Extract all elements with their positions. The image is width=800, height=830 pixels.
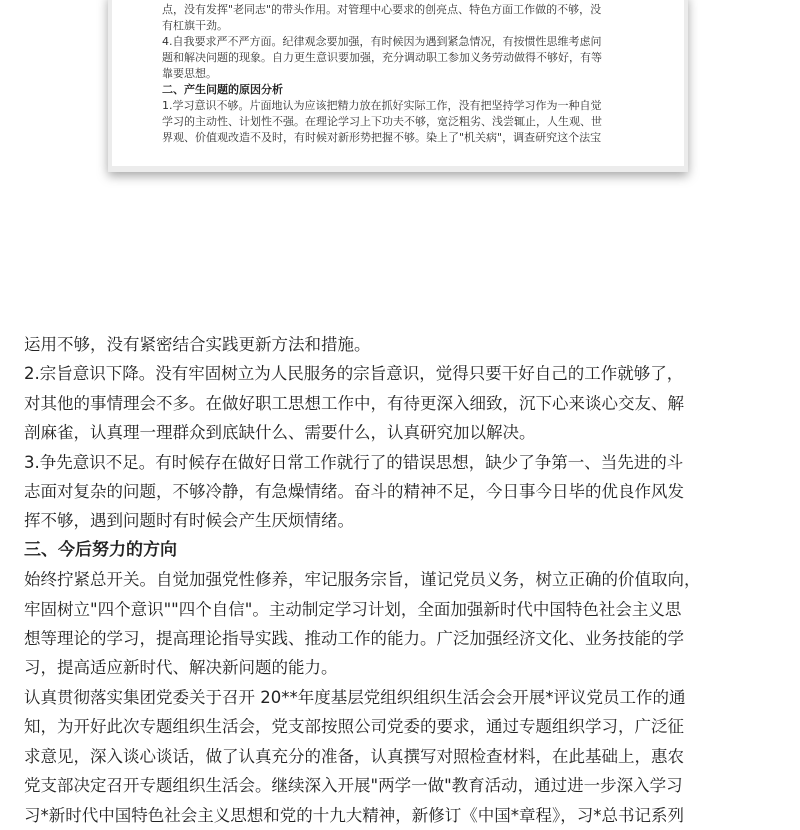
body-line: 想等理论的学习，提高理论指导实践、推动工作的能力。广泛加强经济文化、业务技能的学	[24, 629, 684, 649]
thumbnail-line: 点，没有发挥"老同志"的带头作用。对管理中心要求的创亮点、特色方面工作做的不够，没	[162, 3, 602, 16]
body-line: 求意见，深入谈心谈话，做了认真充分的准备，认真撰写对照检查材料，在此基础上，惠农	[24, 746, 684, 766]
thumbnail-line: 题和解决问题的现象。自力更生意识要加强，充分调动职工参加义务劳动做得不够好，有等	[162, 51, 602, 64]
section-heading: 三、今后努力的方向	[24, 539, 177, 560]
body-line: 始终拧紧总开关。自觉加强党性修养，牢记服务宗旨，谨记党员义务，树立正确的价值取向，	[24, 570, 701, 590]
body-line: 运用不够，没有紧密结合实践更新方法和措施。	[24, 335, 371, 354]
body-line: 剖麻雀，认真理一理群众到底缺什么、需要什么，认真研究加以解决。	[24, 423, 536, 443]
body-line: 挥不够，遇到问题时有时候会产生厌烦情绪。	[24, 511, 354, 531]
body-line: 牢固树立"四个意识""四个自信"。主动制定学习计划，全面加强新时代中国特色社会主义思	[24, 599, 682, 619]
document-thumbnail	[112, 0, 684, 166]
body-line: 3.争先意识不足。有时候存在做好日常工作就行了的错误思想，缺少了争第一、当先进的斗	[24, 452, 684, 472]
thumbnail-line: 界观、价值观改造不及时，有时候对新形势把握不够。染上了"机关病"，调查研究这个法宝	[162, 131, 602, 144]
body-line: 对其他的事情理会不多。在做好职工思想工作中，有待更深入细致，沉下心来谈心交友、解	[24, 393, 684, 413]
thumbnail-line: 1.学习意识不够。片面地认为应该把精力放在抓好实际工作，没有把坚持学习作为一种自觉	[162, 99, 602, 112]
thumbnail-line: 4.自我要求严不严方面。纪律观念要加强，有时候因为遇到紧急情况，有按惯性思维考虑问	[162, 35, 602, 48]
body-line: 志面对复杂的问题，不够冷静，有急燥情绪。奋斗的精神不足，今日事今日毕的优良作风发	[24, 482, 684, 502]
thumbnail-text	[162, 0, 642, 146]
thumbnail-line: 学习的主动性、计划性不强。在理论学习上下功夫不够，宽泛粗劣、浅尝辄止，人生观、世	[162, 115, 602, 128]
body-line: 认真贯彻落实集团党委关于召开 20**年度基层党组织组织生活会会开展*评议党员工作的通	[24, 687, 686, 707]
body-line: 习，提高适应新时代、解决新问题的能力。	[24, 658, 338, 678]
body-line: 习*新时代中国特色社会主义思想和党的十九大精神，新修订《中国*章程》，习*总书记系列	[24, 805, 684, 825]
thumbnail-line: 有杠旗干劲。	[162, 19, 228, 32]
body-line: 2.宗旨意识下降。没有牢固树立为人民服务的宗旨意识，觉得只要干好自己的工作就够了，	[24, 364, 684, 384]
thumbnail-section-heading: 二、产生问题的原因分析	[162, 83, 283, 96]
thumbnail-line: 靠要思想。	[162, 67, 217, 80]
body-line: 党支部决定召开专题组织生活会。继续深入开展"两学一做"教育活动，通过进一步深入学习	[24, 776, 683, 796]
document-body	[24, 330, 784, 830]
body-line: 知，为开好此次专题组织生活会，党支部按照公司党委的要求，通过专题组织学习，广泛征	[24, 717, 684, 737]
